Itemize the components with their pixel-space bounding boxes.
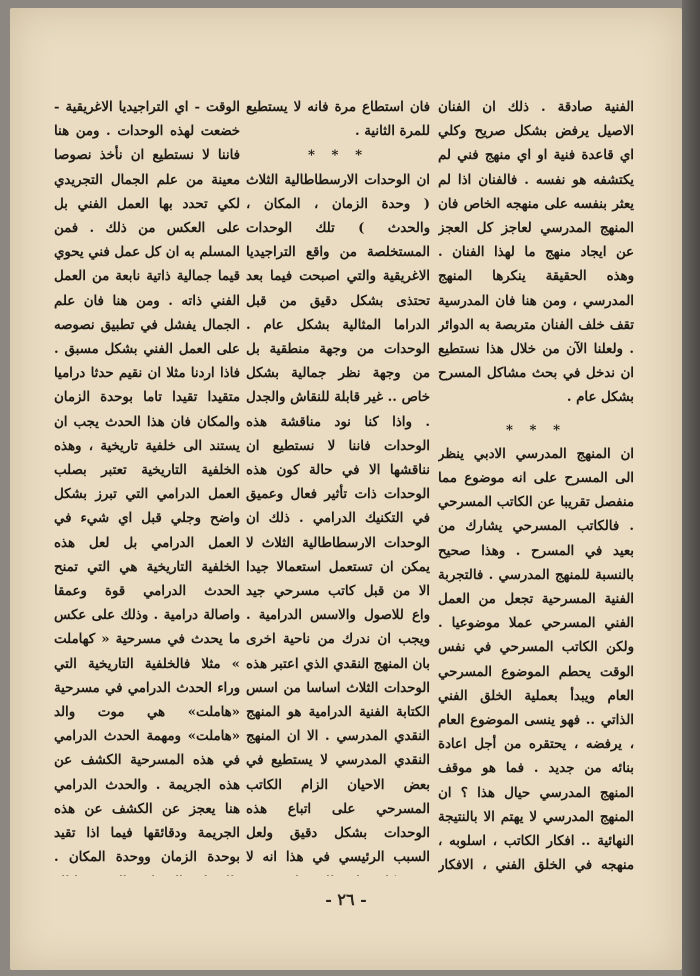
paragraph: ان الوحدات الارسطاطالية الثلاث ( وحدة الزمان ، المكان ، والحدث ) تلك الوحدات المستخلصة من واقع التراجيديا الاغريقية والتي اصبحت فيما بعد تحتذى بشكل دقيق من قبل الدراما المثالية بشكل عام . الوحدات من وجهة منطقية بل من وجهة نظر جمالية بشكل خاص .. غير قابلة للنقاش والجدل . واذا كنا نود مناقشة هذه الوحدات فاننا لا نستطيع ان نناقشها الا في حالة كون هذه الوحدات ذات تأثير فعال وعميق في التكنيك الدرامي . ذلك ان الوحدات الارسطاطالية الثلاث لا يمكن ان تستعمل استعمالا جيدا الا من قبل كاتب مسرحي جيد واع للاصول والاسس الدرامية . ويجب ان ندرك من ناحية اخرى بان المنهج النقدي الذي اعتبر هذه الوحدات الثلاث اساسا من اسس الكتابة الفنية الدرامية هو المنهج النقدي المدرسي . الا ان المنهج النقدي المدرسي لا يستطيع في بعض الاحيان الزام الكاتب المسرحي على اتباع هذه الوحدات بشكل دقيق ولعل السبب الرئيسي في هذا انه لا	[246, 172, 430, 866]
section-divider: * * *	[307, 148, 369, 164]
book-page	[10, 8, 682, 970]
paragraph: الوقت - اي التراجيديا الاغريقية - خضعت لهذه الوحدات . ومن هنا فاننا لا نستطيع ان نأخذ نصوصا معينة من علم الجمال التجريدي لكي تحدد بها العمل الفني بل على العكس من ذلك . فمن المسلم به ان كل عمل فني يحوي قيما جمالية ذاتية نابعة من العمل الفني ذاته . ومن هنا فان علم الجمال يفشل في تطبيق نصوصه على العمل الفني بشكل مسبق . فاذا اردنا مثلا ان نقيم حدثا دراميا متقيدا تقيدا تاما بوحدة الزمان والمكان فان هذا الحدث يجب ان يستند الى خلفية تاريخية ، وهذه الخلفية التاريخية تعتبر بصلب العمل الدرامي التي تبرز بشكل واضح وجلي قبل اي شيء في العمل الدرامي بل لعل هذه الخلفية التاريخية هي التي تمنح الحدث الدرامي قوة وعمقا واصالة درامية . وذلك على عكس ما يحدث في مسرحية « كهاملت » مثلا فالخلفية التاريخية التي وراء الحدث الدرامي في مسرحية «هاملت» هي موت والد «هاملت» ومهمة الحدث الدرامي في هذه المسرحية الكشف عن هذه الجريمة . والحدث الدرامي هنا يعجز عن الكشف عن هذه الجريمة ودقائقها فيما اذا تقيد بوحدة الزمان ووحدة المكان .	[54, 100, 240, 866]
section-divider: * * *	[505, 422, 567, 438]
paragraph: ان المنهج المدرسي الادبي ينظر الى المسرح على انه موضوع مما منفصل تقريبا عن الكاتب المسرحي . فالكاتب المسرحي يشارك من بعيد في المسرح . وهذا صحيح بالنسبة للمنهج المدرسي . فالتجربة الفنية المسرحية تجعل من العمل الفني المسرحي عملا موضوعيا . ولكن الكاتب المسرحي في نفس الوقت يحطم الموضوع المسرحي العام ويبدأ بعملية الخلق الفني الذاتي .. فهو ينسى الموضوع العام ، يرفضه ، يحتقره من أجل اعادة بنائه من جديد . فما هو موقف المنهج المدرسي حيال هذا ؟ ان المنهج المدرسي لا يهتم الا بالنتيجة النهائية .. افكار الكاتب ، اسلوبه ، منهجه في الخلق الفني ، الافكار	[438, 446, 634, 874]
column-left	[54, 96, 240, 876]
column-right	[438, 96, 634, 876]
column-middle	[246, 96, 430, 876]
paragraph: الفنية صادقة . ذلك ان الفنان الاصيل يرفض بشكل صريح وكلي اي قاعدة فنية او اي منهج فني لم يكتشفه هو نفسه . فالفنان اذا لم يعثر بنفسه على منهجه الخاص فان المنهج المدرسي لعاجز كل العجز عن ايجاد منهج ما لهذا الفنان . وهذه الحقيقة ينكرها المنهج المدرسي ، ومن هنا فان المدرسية تقف خلف الفنان متربصة به الدوائر . ولعلنا الآن من خلال هذا نستطيع ان ندخل في بحث مشاكل المسرح بشكل عام .	[438, 100, 634, 406]
paragraph: فان استطاع مرة فانه لا يستطيع للمرة الثانية .	[246, 100, 430, 140]
page-number: - ٢٦ -	[325, 890, 367, 909]
book-edge	[682, 0, 700, 976]
